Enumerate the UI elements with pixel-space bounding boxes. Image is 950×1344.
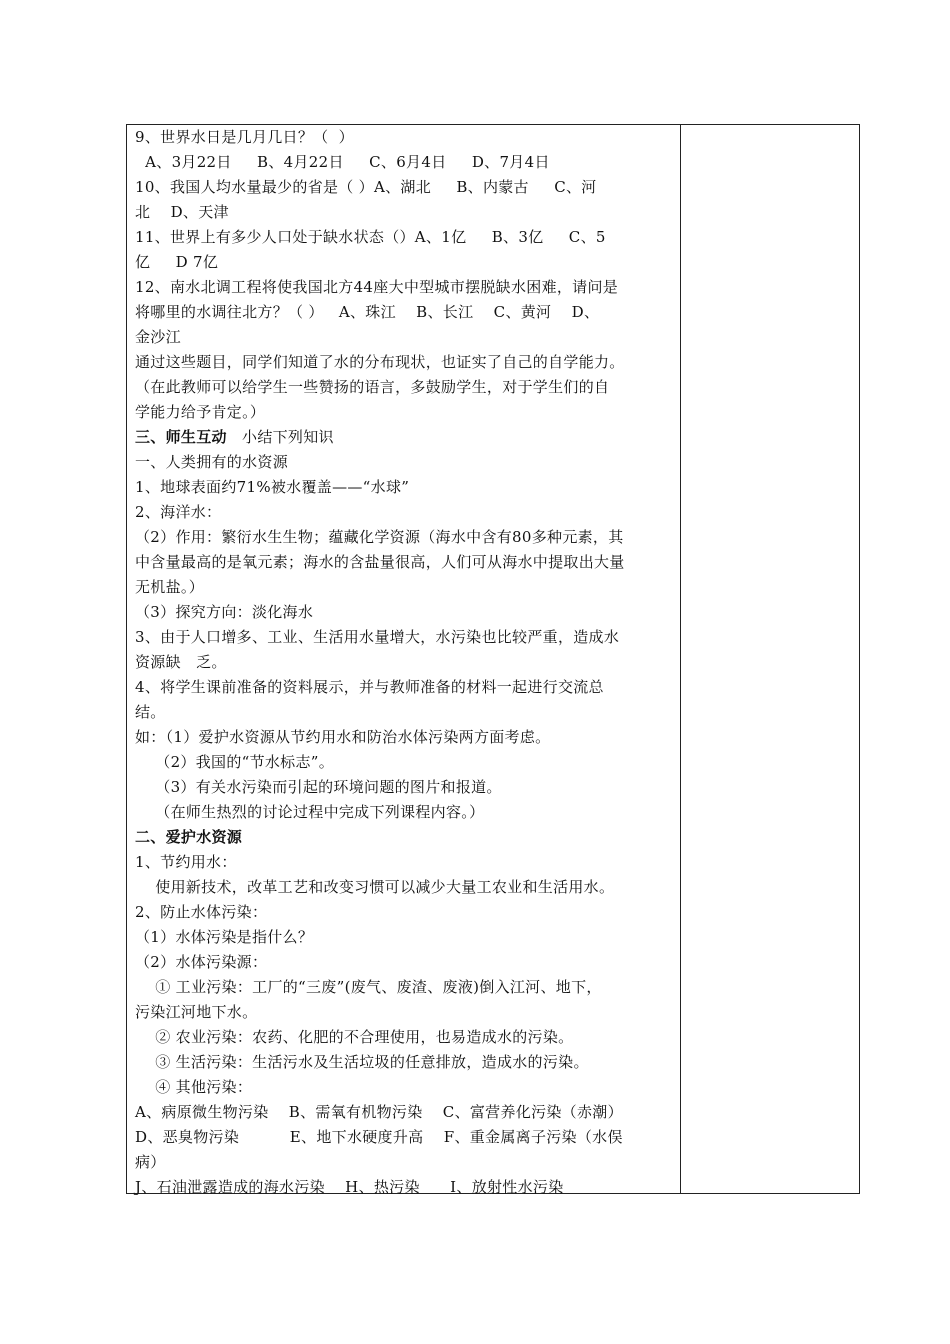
text-line bbox=[135, 550, 673, 575]
line-text: J、石油泄露造成的海水污染 H、热污染 I、放射性水污染 bbox=[135, 1178, 564, 1196]
text-line bbox=[135, 325, 673, 350]
line-text: 9、世界水日是几月几日？（ ） bbox=[135, 128, 354, 146]
line-text: 12、南水北调工程将使我国北方44座大中型城市摆脱缺水困难，请问是 bbox=[135, 278, 619, 296]
lesson-content bbox=[135, 125, 673, 1200]
line-text: ① 工业污染：工厂的“三废”(废气、废渣、废液)倒入江河、地下， bbox=[135, 978, 602, 996]
text-line bbox=[135, 775, 673, 800]
text-line bbox=[135, 925, 673, 950]
line-text: （2）作用：繁衍水生生物；蕴藏化学资源（海水中含有80多种元素，其 bbox=[135, 528, 624, 546]
text-line bbox=[135, 1000, 673, 1025]
line-text: 亿 D 7亿 bbox=[135, 253, 219, 271]
line-text: A、病原微生物污染 B、需氧有机物污染 C、富营养化污染（赤潮） bbox=[135, 1103, 623, 1121]
text-line bbox=[135, 475, 673, 500]
text-line bbox=[135, 625, 673, 650]
line-text: （在师生热烈的讨论过程中完成下列课程内容。） bbox=[135, 803, 485, 821]
line-text: 学能力给予肯定。） bbox=[135, 403, 266, 421]
line-text: 将哪里的水调往北方？（ ） A、珠江 B、长江 C、黄河 D、 bbox=[135, 303, 600, 321]
text-line bbox=[135, 725, 673, 750]
text-line bbox=[135, 125, 673, 150]
line-text: ② 农业污染：农药、化肥的不合理使用，也易造成水的污染。 bbox=[135, 1028, 574, 1046]
line-text: （在此教师可以给学生一些赞扬的语言，多鼓励学生，对于学生们的自 bbox=[135, 378, 610, 396]
text-line bbox=[135, 1150, 673, 1175]
line-text: 一、人类拥有的水资源 bbox=[135, 453, 289, 471]
text-line bbox=[135, 275, 673, 300]
text-line bbox=[135, 400, 673, 425]
line-text: 北 D、天津 bbox=[135, 203, 229, 221]
text-line bbox=[135, 700, 673, 725]
text-line bbox=[135, 850, 673, 875]
text-line bbox=[135, 800, 673, 825]
lesson-table bbox=[126, 124, 860, 1194]
line-text: 2、防止水体污染： bbox=[135, 903, 268, 921]
line-text: 通过这些题目，同学们知道了水的分布现状，也证实了自己的自学能力。 bbox=[135, 353, 625, 371]
text-line bbox=[135, 950, 673, 975]
text-line bbox=[135, 1100, 673, 1125]
text-line bbox=[135, 1025, 673, 1050]
line-text: D、恶臭物污染 E、地下水硬度升高 F、重金属离子污染（水俣 bbox=[135, 1128, 623, 1146]
line-text: 11、世界上有多少人口处于缺水状态（）A、1亿 B、3亿 C、5 bbox=[135, 228, 606, 246]
line-text: 如：（1）爱护水资源从节约用水和防治水体污染两方面考虑。 bbox=[135, 728, 551, 746]
line-text: 3、由于人口增多、工业、生活用水量增大，水污染也比较严重，造成水 bbox=[135, 628, 620, 646]
line-text: 2、海洋水： bbox=[135, 503, 222, 521]
line-text: （2）水体污染源： bbox=[135, 953, 268, 971]
line-text: （1）水体污染是指什么？ bbox=[135, 928, 314, 946]
line-text: A、3月22日 B、4月22日 C、6月4日 D、7月4日 bbox=[135, 153, 550, 171]
line-text: 无机盐。） bbox=[135, 578, 205, 596]
text-line bbox=[135, 225, 673, 250]
text-line bbox=[135, 650, 673, 675]
text-line bbox=[135, 875, 673, 900]
text-line bbox=[135, 150, 673, 175]
text-line bbox=[135, 975, 673, 1000]
line-text: ④ 其他污染： bbox=[135, 1078, 253, 1096]
line-text: （3）有关水污染而引起的环境问题的图片和报道。 bbox=[135, 778, 502, 796]
text-line bbox=[135, 425, 673, 450]
line-text: 污染江河地下水。 bbox=[135, 1003, 258, 1021]
text-line bbox=[135, 675, 673, 700]
text-line bbox=[135, 750, 673, 775]
text-line bbox=[135, 500, 673, 525]
line-text: 4、将学生课前准备的资料展示，并与教师准备的材料一起进行交流总 bbox=[135, 678, 604, 696]
line-text: 金沙江 bbox=[135, 328, 181, 346]
text-line bbox=[135, 600, 673, 625]
line-text: 1、节约用水： bbox=[135, 853, 237, 871]
text-line bbox=[135, 825, 673, 850]
line-text: 10、我国人均水量最少的省是（ ）A、湖北 B、内蒙古 C、河 bbox=[135, 178, 597, 196]
line-text: 资源缺 乏。 bbox=[135, 653, 227, 671]
text-line bbox=[135, 350, 673, 375]
line-text: 1、地球表面约71%被水覆盖——“水球” bbox=[135, 478, 410, 496]
line-text: （2）我国的“节水标志”。 bbox=[135, 753, 335, 771]
text-line bbox=[135, 1175, 673, 1200]
section-heading: 二、爱护水资源 bbox=[135, 828, 243, 846]
column-divider bbox=[680, 125, 681, 1193]
text-line bbox=[135, 200, 673, 225]
line-text: 小结下列知识 bbox=[226, 428, 334, 446]
section-heading: 三、师生互动 bbox=[135, 428, 227, 446]
text-line bbox=[135, 1050, 673, 1075]
text-line bbox=[135, 250, 673, 275]
text-line bbox=[135, 300, 673, 325]
line-text: ③ 生活污染：生活污水及生活垃圾的任意排放，造成水的污染。 bbox=[135, 1053, 589, 1071]
line-text: 结。 bbox=[135, 703, 166, 721]
line-text: 使用新技术，改革工艺和改变习惯可以减少大量工农业和生活用水。 bbox=[135, 878, 615, 896]
text-line bbox=[135, 575, 673, 600]
text-line bbox=[135, 375, 673, 400]
text-line bbox=[135, 525, 673, 550]
line-text: 中含量最高的是氧元素；海水的含盐量很高，人们可从海水中提取出大量 bbox=[135, 553, 625, 571]
text-line bbox=[135, 450, 673, 475]
line-text: （3）探究方向：淡化海水 bbox=[135, 603, 314, 621]
text-line bbox=[135, 1075, 673, 1100]
text-line bbox=[135, 1125, 673, 1150]
text-line bbox=[135, 175, 673, 200]
text-line bbox=[135, 900, 673, 925]
line-text: 病） bbox=[135, 1153, 166, 1171]
